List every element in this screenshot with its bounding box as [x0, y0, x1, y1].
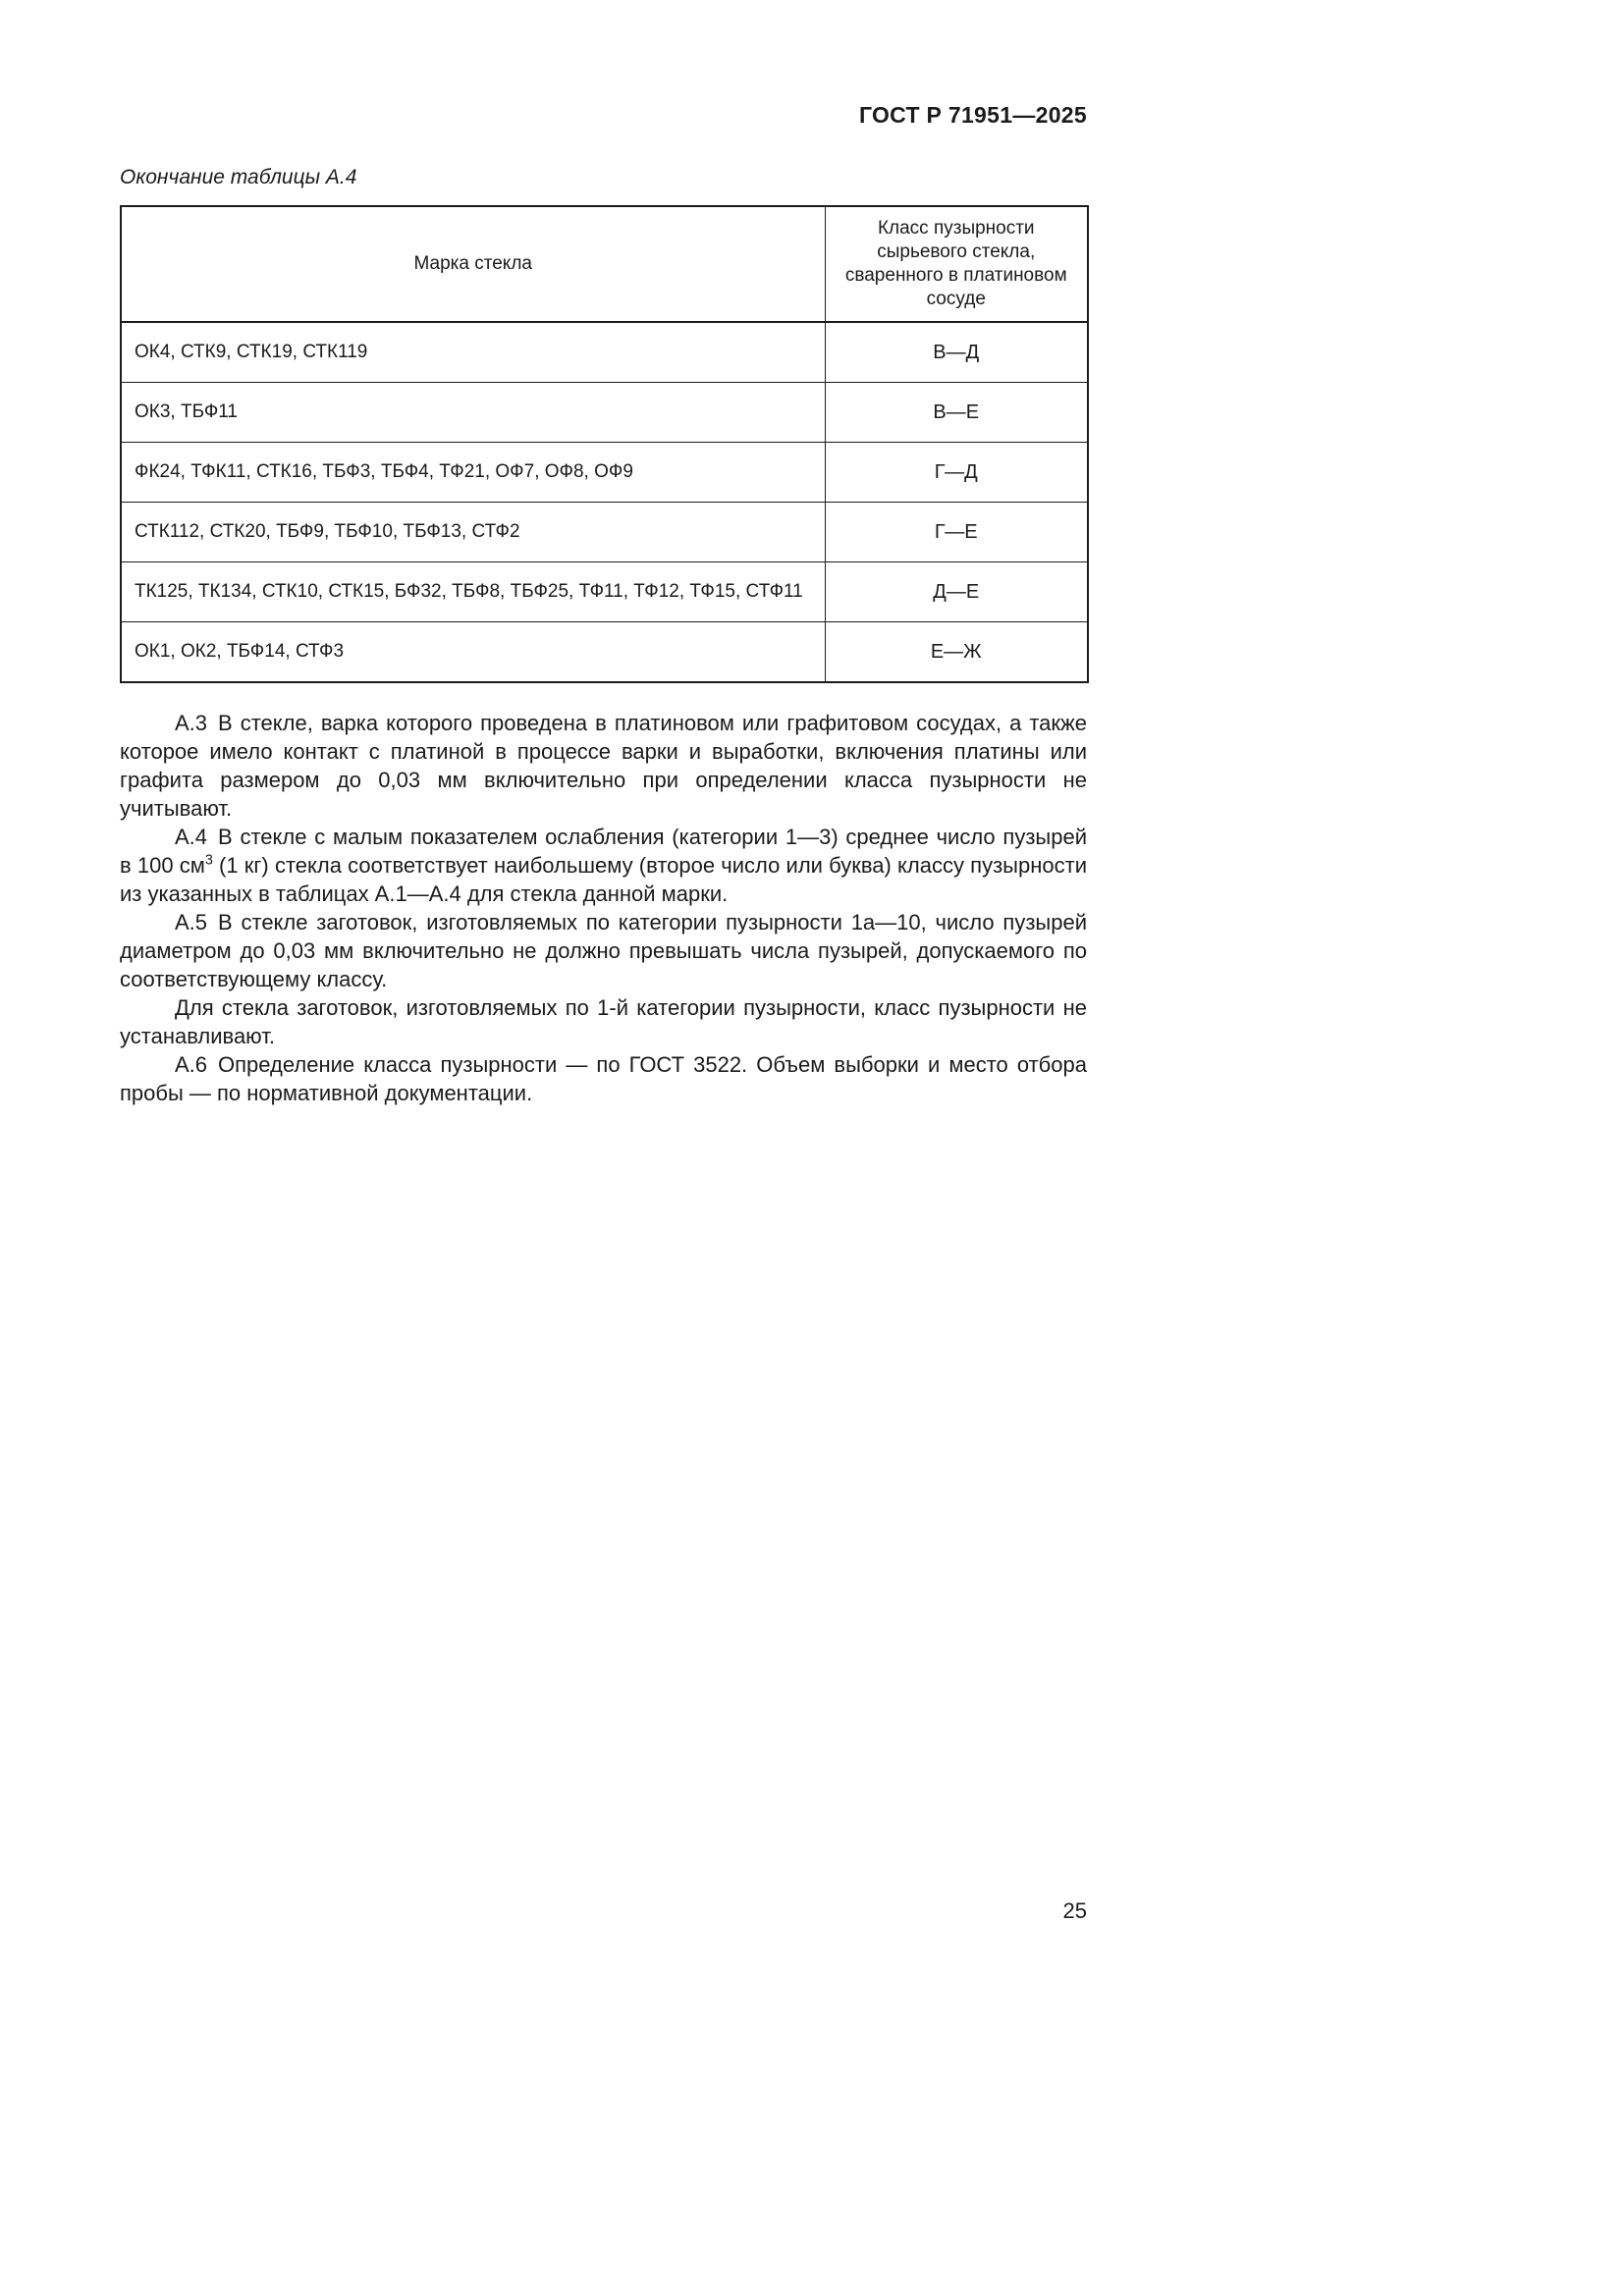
- grade-cell: ОК3, ТБФ11: [121, 383, 825, 443]
- superscript-3: 3: [204, 852, 213, 869]
- grade-cell: ОК4, СТК9, СТК19, СТК119: [121, 322, 825, 383]
- paragraph-a4-text-cont: (1 кг) стекла соответствует наибольшему (второе число или буква) классу пузырности из указанных в таблицах А.1—А.4 для стекла данной марки.: [120, 853, 1087, 906]
- page-number: 25: [1062, 1898, 1087, 1923]
- grade-cell: ФК24, ТФК11, СТК16, ТБФ3, ТБФ4, ТФ21, ОФ7, ОФ8, ОФ9: [121, 443, 825, 503]
- body-text: [120, 709, 1087, 1107]
- table-header-row: [121, 206, 1088, 322]
- bubble-class-table: [120, 205, 1089, 683]
- table-row: [121, 443, 1088, 503]
- paragraph-a3: А.3 В стекле, варка которого проведена в платиновом или графитовом сосудах, а также которое имело контакт с платиной в процессе варки и выработки, включения платины или графита размером до 0,03 мм включительно при определении класса пузырности не учитывают.: [120, 711, 1087, 821]
- paragraph-a4: [120, 823, 1087, 908]
- grade-cell: ТК125, ТК134, СТК10, СТК15, БФ32, ТБФ8, ТБФ25, ТФ11, ТФ12, ТФ15, СТФ11: [121, 562, 825, 622]
- table-row: [121, 322, 1088, 383]
- col-header-grade: Марка стекла: [121, 206, 825, 322]
- grade-cell: СТК112, СТК20, ТБФ9, ТБФ10, ТБФ13, СТФ2: [121, 503, 825, 562]
- paragraph-a5: А.5 В стекле заготовок, изготовляемых по категории пузырности 1а—10, число пузырей диаметром до 0,03 мм включительно не должно превышать числа пузырей, допускаемого по соответствующему классу.: [120, 910, 1087, 991]
- paragraph-a4-text: А.4 В стекле с малым показателем ослабления (категории 1—3) среднее число пузырей в 100 см: [120, 825, 1087, 878]
- paragraph-a5-cont: Для стекла заготовок, изготовляемых по 1-й категории пузырности, класс пузырности не устанавливают.: [120, 995, 1087, 1048]
- table-row: [121, 562, 1088, 622]
- table-row: [121, 383, 1088, 443]
- col-header-class: Класс пузырности сырьевого стекла, сваренного в платиновом сосуде: [825, 206, 1088, 322]
- page-content: [120, 0, 1087, 1107]
- class-cell: В—Е: [825, 383, 1088, 443]
- class-cell: Е—Ж: [825, 622, 1088, 683]
- table-row: [121, 622, 1088, 683]
- doc-header: ГОСТ Р 71951—2025: [858, 102, 1087, 128]
- paragraph-a6: А.6 Определение класса пузырности — по ГОСТ 3522. Объем выборки и место отбора пробы — по нормативной документации.: [120, 1052, 1087, 1105]
- table-caption: Окончание таблицы А.4: [120, 166, 357, 188]
- table-row: [121, 503, 1088, 562]
- class-cell: Д—Е: [825, 562, 1088, 622]
- class-cell: Г—Е: [825, 503, 1088, 562]
- class-cell: В—Д: [825, 322, 1088, 383]
- class-cell: Г—Д: [825, 443, 1088, 503]
- grade-cell: ОК1, ОК2, ТБФ14, СТФ3: [121, 622, 825, 683]
